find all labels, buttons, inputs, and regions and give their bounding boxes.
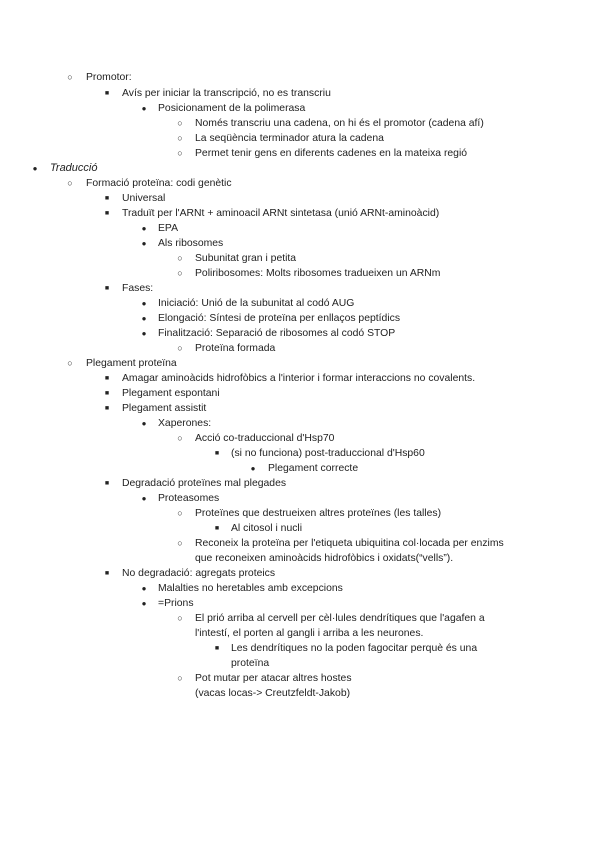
- list-item-text: Plegament espontani: [122, 388, 220, 399]
- list-item-text: Permet tenir gens en diferents cadenes en la mateixa regió: [195, 148, 468, 159]
- list-item-text: =Prions: [158, 598, 194, 609]
- list-item: [0, 161, 600, 176]
- list-item-text: Promotor:: [86, 72, 132, 83]
- disc-bullet-icon: ●: [250, 464, 256, 473]
- list-item-text: EPA: [158, 223, 179, 234]
- list-item-continuation: [0, 656, 600, 671]
- list-item: [0, 641, 600, 656]
- circle-bullet-icon: ○: [177, 268, 183, 278]
- list-item: [0, 581, 600, 596]
- list-item-text: Plegament proteïna: [86, 358, 177, 369]
- disc-bullet-icon: ●: [141, 494, 147, 503]
- list-item-text: Proteasomes: [158, 493, 220, 504]
- circle-bullet-icon: ○: [67, 72, 73, 82]
- list-item: [0, 416, 600, 431]
- list-item: [0, 296, 600, 311]
- list-item: [0, 206, 600, 221]
- list-item-text: Acció co-traduccional d'Hsp70: [195, 433, 335, 444]
- square-bullet-icon: ■: [104, 210, 110, 217]
- square-bullet-icon: ■: [104, 570, 110, 577]
- square-bullet-icon: ■: [104, 90, 110, 97]
- disc-bullet-icon: ●: [141, 599, 147, 608]
- list-item-text: Als ribosomes: [158, 238, 224, 249]
- section-heading: Traducció: [50, 162, 98, 174]
- list-item: [0, 461, 600, 476]
- list-item: [0, 476, 600, 491]
- list-item: [0, 596, 600, 611]
- list-item-text: Fases:: [122, 283, 154, 294]
- square-bullet-icon: ■: [104, 375, 110, 382]
- list-item-continuation: [0, 686, 600, 701]
- list-item-text: Amagar aminoàcids hidrofòbics a l'interior i formar interaccions no covalents.: [122, 373, 476, 384]
- list-item-text: Malalties no heretables amb excepcions: [158, 583, 343, 594]
- disc-bullet-icon: ●: [141, 299, 147, 308]
- list-item-continuation: [0, 626, 600, 641]
- list-item: [0, 521, 600, 536]
- list-item-text: Finalització: Separació de ribosomes al codó STOP: [158, 328, 396, 339]
- disc-bullet-icon: ●: [32, 164, 38, 173]
- list-item-text: (vacas locas-> Creutzfeldt-Jakob): [195, 688, 351, 699]
- list-item: [0, 386, 600, 401]
- square-bullet-icon: ■: [214, 525, 220, 532]
- circle-bullet-icon: ○: [177, 343, 183, 353]
- list-item: [0, 101, 600, 116]
- list-item: [0, 356, 600, 371]
- disc-bullet-icon: ●: [141, 314, 147, 323]
- list-item-text: Proteïna formada: [195, 343, 276, 354]
- list-item: [0, 671, 600, 686]
- list-item: [0, 86, 600, 101]
- list-item-text: Universal: [122, 193, 166, 204]
- list-item: [0, 611, 600, 626]
- circle-bullet-icon: ○: [177, 538, 183, 548]
- list-item-text: Posicionament de la polimerasa: [158, 103, 306, 114]
- list-item-text: Traduït per l'ARNt + aminoacil ARNt sintetasa (unió ARNt-aminoàcid): [122, 208, 440, 219]
- list-item-continuation: [0, 551, 600, 566]
- circle-bullet-icon: ○: [177, 253, 183, 263]
- circle-bullet-icon: ○: [177, 118, 183, 128]
- list-item: [0, 566, 600, 581]
- list-item-text: Subunitat gran i petita: [195, 253, 297, 264]
- list-item-text: Poliribosomes: Molts ribosomes tradueixen un ARNm: [195, 268, 441, 279]
- list-item: [0, 251, 600, 266]
- square-bullet-icon: ■: [104, 285, 110, 292]
- list-item: [0, 326, 600, 341]
- list-item-text: Formació proteïna: codi genètic: [86, 178, 232, 189]
- list-item-text: Proteïnes que destrueixen altres proteïnes (les talles): [195, 508, 442, 519]
- circle-bullet-icon: ○: [177, 613, 183, 623]
- list-item-text: que reconeixen aminoàcids hidrofòbics i oxidats(“vells”).: [195, 553, 454, 564]
- circle-bullet-icon: ○: [177, 433, 183, 443]
- list-item: [0, 446, 600, 461]
- disc-bullet-icon: ●: [141, 329, 147, 338]
- list-item: [0, 221, 600, 236]
- list-item: [0, 70, 600, 85]
- list-item: [0, 266, 600, 281]
- list-item-text: Reconeix la proteïna per l'etiqueta ubiquitina col·locada per enzims: [195, 538, 504, 549]
- list-item-text: Pot mutar per atacar altres hostes: [195, 673, 352, 684]
- square-bullet-icon: ■: [214, 450, 220, 457]
- square-bullet-icon: ■: [214, 645, 220, 652]
- list-item-text: Xaperones:: [158, 418, 212, 429]
- list-item-text: l'intestí, el porten al gangli i arriba a les neurones.: [195, 628, 424, 639]
- disc-bullet-icon: ●: [141, 419, 147, 428]
- square-bullet-icon: ■: [104, 390, 110, 397]
- square-bullet-icon: ■: [104, 405, 110, 412]
- list-item-text: Avís per iniciar la transcripció, no es transcriu: [122, 88, 331, 99]
- list-item-text: proteïna: [231, 658, 270, 669]
- circle-bullet-icon: ○: [177, 508, 183, 518]
- list-item-text: Al citosol i nucli: [231, 523, 303, 534]
- list-item: [0, 191, 600, 206]
- list-item: [0, 311, 600, 326]
- list-item: [0, 146, 600, 161]
- list-item-text: El prió arriba al cervell per cèl·lules dendrítiques que l'agafen a: [195, 613, 485, 624]
- list-item: [0, 371, 600, 386]
- circle-bullet-icon: ○: [67, 178, 73, 188]
- list-item-text: (si no funciona) post-traduccional d'Hsp60: [231, 448, 425, 459]
- list-item: [0, 401, 600, 416]
- circle-bullet-icon: ○: [177, 673, 183, 683]
- list-item-text: No degradació: agregats proteics: [122, 568, 276, 579]
- list-item: [0, 431, 600, 446]
- disc-bullet-icon: ●: [141, 584, 147, 593]
- list-item-text: Elongació: Síntesi de proteïna per enllaços peptídics: [158, 313, 401, 324]
- list-item: [0, 176, 600, 191]
- list-item: [0, 281, 600, 296]
- list-item-text: Degradació proteïnes mal plegades: [122, 478, 287, 489]
- list-item: [0, 131, 600, 146]
- disc-bullet-icon: ●: [141, 104, 147, 113]
- list-item: [0, 116, 600, 131]
- list-item: [0, 341, 600, 356]
- disc-bullet-icon: ●: [141, 224, 147, 233]
- list-item: [0, 236, 600, 251]
- circle-bullet-icon: ○: [67, 358, 73, 368]
- square-bullet-icon: ■: [104, 480, 110, 487]
- list-item-text: Iniciació: Unió de la subunitat al codó AUG: [158, 298, 355, 309]
- disc-bullet-icon: ●: [141, 239, 147, 248]
- list-item: [0, 536, 600, 551]
- list-item-text: Les dendrítiques no la poden fagocitar perquè és una: [231, 643, 478, 654]
- list-item-text: Plegament correcte: [268, 463, 359, 474]
- list-item: [0, 491, 600, 506]
- square-bullet-icon: ■: [104, 195, 110, 202]
- circle-bullet-icon: ○: [177, 133, 183, 143]
- circle-bullet-icon: ○: [177, 148, 183, 158]
- list-item-text: Només transcriu una cadena, on hi és el promotor (cadena afí): [195, 118, 484, 129]
- list-item-text: La seqüència terminador atura la cadena: [195, 133, 384, 144]
- list-item-text: Plegament assistit: [122, 403, 207, 414]
- list-item: [0, 506, 600, 521]
